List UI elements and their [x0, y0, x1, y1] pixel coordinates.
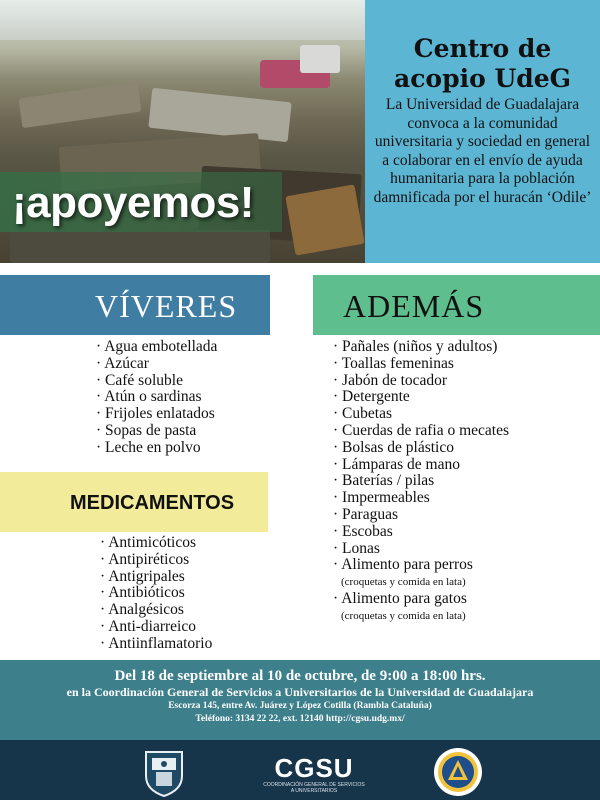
- list-item: · Antipiréticos: [100, 552, 212, 569]
- photo-sky: [0, 0, 365, 40]
- headline: ¡apoyemos!: [12, 178, 254, 227]
- list-item: · Analgésicos: [100, 602, 212, 619]
- list-item: · Lonas: [333, 541, 509, 558]
- list-item: · Azúcar: [96, 356, 217, 373]
- info-title-line1: Centro de: [413, 34, 552, 63]
- photo-debris: [10, 230, 270, 263]
- photo-debris: [148, 88, 291, 142]
- list-item: · Detergente: [333, 389, 509, 406]
- list-item: · Toallas femeninas: [333, 356, 509, 373]
- ademas-list: [333, 339, 509, 625]
- udg-shield-icon: [142, 748, 186, 798]
- list-item: · Atún o sardinas: [96, 389, 217, 406]
- cgsu-logo-sub: COORDINACIÓN GENERAL DE SERVICIOS A UNIVERSITARIOS: [263, 782, 365, 794]
- list-item: · Baterías / pilas: [333, 473, 509, 490]
- info-body: La Universidad de Guadalajara convoca a la comunidad universitaria y sociedad en general a colaborar en el envío de ayuda humanitaria para la población damnificada por el huracán ‘Odile’: [373, 96, 592, 206]
- list-item: · Anti-diarreico: [100, 619, 212, 636]
- list-item: · Escobas: [333, 524, 509, 541]
- list-item: · Leche en polvo: [96, 440, 217, 457]
- medicamentos-header: MEDICAMENTOS: [0, 472, 268, 532]
- viveres-list: [96, 339, 217, 457]
- ademas-header: ADEMÁS: [313, 275, 600, 335]
- info-title: [365, 34, 600, 94]
- schedule-contact: Teléfono: 3134 22 22, ext. 12140 http://cgsu.udg.mx/: [195, 714, 405, 724]
- hurricane-damage-photo: [0, 0, 365, 263]
- photo-debris: [300, 45, 340, 73]
- list-item: [333, 557, 509, 591]
- list-item: · Pañales (niños y adultos): [333, 339, 509, 356]
- schedule-band: [0, 660, 600, 740]
- list-item: · Cubetas: [333, 406, 509, 423]
- list-item: · Antibióticos: [100, 585, 212, 602]
- list-item: · Sopas de pasta: [96, 423, 217, 440]
- list-item: · Frijoles enlatados: [96, 406, 217, 423]
- schedule-location: en la Coordinación General de Servicios a Universitarios de la Universidad de Guadalajara: [66, 685, 534, 699]
- list-item: · Paraguas: [333, 507, 509, 524]
- list-item: · Antiinflamatorio: [100, 636, 212, 653]
- list-item: · Antigripales: [100, 569, 212, 586]
- cgsu-logo-text: CGSU: [274, 753, 354, 783]
- photo-debris: [18, 82, 141, 128]
- cgsu-logo: [262, 754, 366, 794]
- viveres-header: VÍVERES: [0, 275, 270, 335]
- list-item: · Café soluble: [96, 373, 217, 390]
- list-item-note: (croquetas y comida en lata): [341, 609, 466, 622]
- info-panel: [365, 0, 600, 263]
- list-item: · Antimicóticos: [100, 535, 212, 552]
- list-item: · Impermeables: [333, 490, 509, 507]
- list-item: [333, 591, 509, 625]
- schedule-dates: Del 18 de septiembre al 10 de octubre, de 9:00 a 18:00 hrs.: [114, 668, 486, 684]
- list-item-label: Alimento para gatos: [341, 590, 467, 608]
- list-item: · Cuerdas de rafia o mecates: [333, 423, 509, 440]
- list-item-label: Alimento para perros: [341, 556, 473, 574]
- info-title-line2: acopio UdeG: [394, 64, 571, 93]
- list-item: · Jabón de tocador: [333, 373, 509, 390]
- photo-debris: [285, 184, 364, 255]
- medicamentos-list: [100, 535, 212, 653]
- list-item: · Lámparas de mano: [333, 457, 509, 474]
- list-item: · Agua embotellada: [96, 339, 217, 356]
- list-item-note: (croquetas y comida en lata): [341, 576, 466, 589]
- schedule-address: Escorza 145, entre Av. Juárez y López Cotilla (Rambla Cataluña): [168, 701, 432, 711]
- civil-protection-badge-icon: [432, 746, 484, 798]
- footer: [0, 740, 600, 800]
- list-item: · Bolsas de plástico: [333, 440, 509, 457]
